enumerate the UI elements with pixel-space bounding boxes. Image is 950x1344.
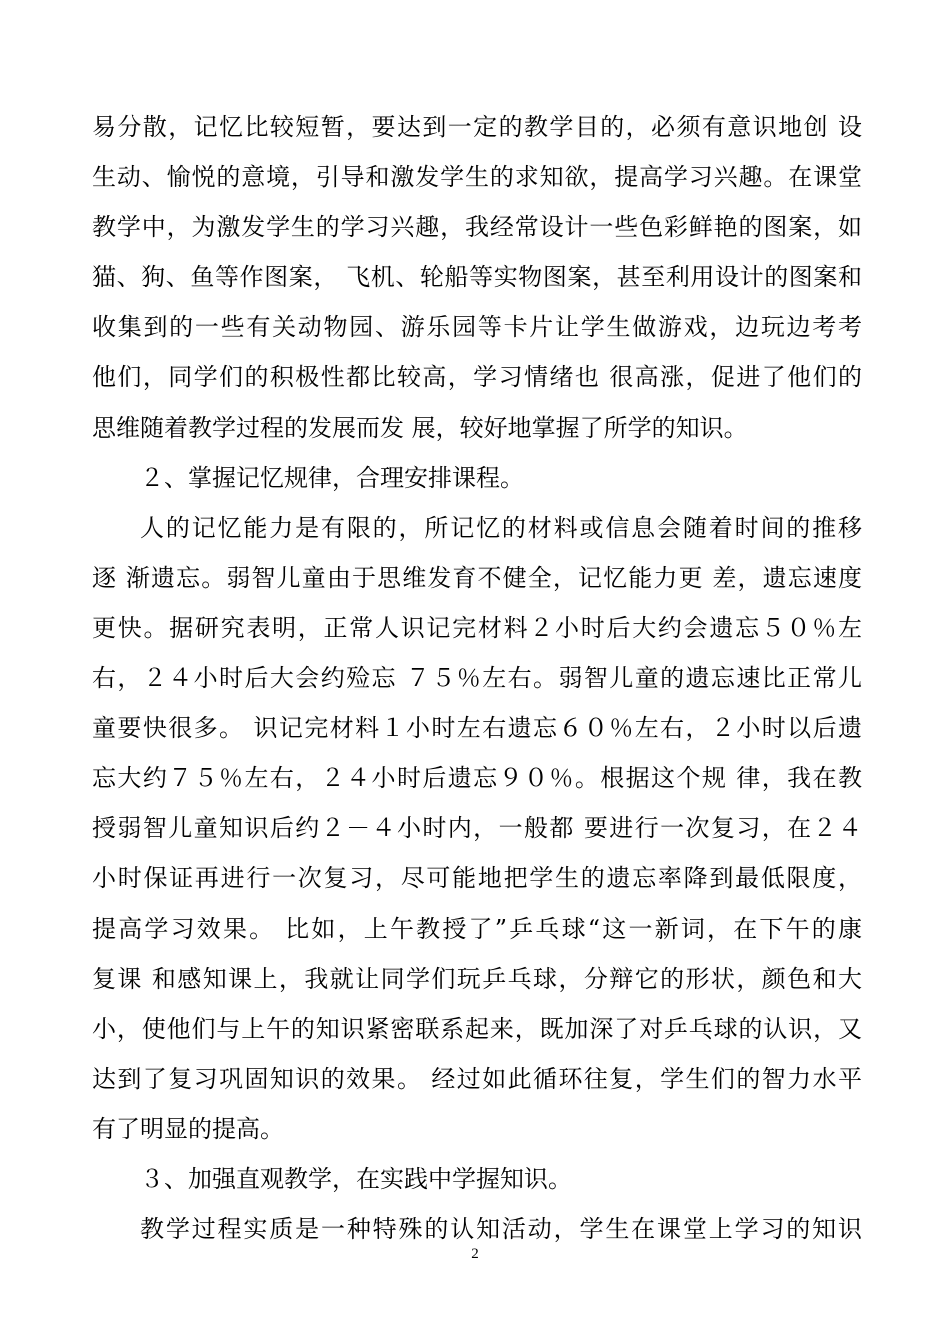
text-line: 提高学习效果。 比如，上午教授了”乒乓球“这一新词，在下午的康	[92, 914, 862, 943]
text-line: 授弱智儿童知识后约２－４小时内，一般都 要进行一次复习，在２４	[92, 814, 862, 843]
text-line: 右，２４小时后大会约殓忘 ７５％左右。弱智儿童的遗忘速比正常儿	[92, 664, 862, 693]
text-line: 生动、愉悦的意境，引导和激发学生的求知欲，提高学习兴趣。在课堂	[92, 163, 862, 192]
text-line: 猫、狗、鱼等作图案， 飞机、轮船等实物图案，甚至利用设计的图案和	[92, 263, 862, 292]
text-line: 教学过程实质是一种特殊的认知活动，学生在课堂上学习的知识	[140, 1215, 862, 1244]
text-line: 忘大约７５％左右，２４小时后遗忘９０％。根据这个规 律，我在教	[92, 764, 862, 793]
text-line: 易分散，记忆比较短暂，要达到一定的教学目的，必须有意识地创 设	[92, 113, 862, 141]
text-line: 童要快很多。 识记完材料１小时左右遗忘６０％左右，２小时以后遗	[92, 714, 862, 743]
text-line: 更快。据研究表明，正常人识记完材料２小时后大约会遗忘５０％左	[92, 613, 862, 642]
text-line: 收集到的一些有关动物园、游乐园等卡片让学生做游戏，边玩边考考	[92, 313, 862, 342]
text-line: 逐 渐遗忘。弱智儿童由于思维发育不健全，记忆能力更 差，遗忘速度	[92, 563, 862, 592]
text-line: 他们，同学们的积极性都比较高，学习情绪也 很高涨，促进了他们的	[92, 363, 862, 392]
section-heading: ２、掌握记忆规律，合理安排课程。	[140, 463, 524, 492]
text-line: 达到了复习巩固知识的效果。 经过如此循环往复，学生们的智力水平	[92, 1064, 862, 1093]
body-text	[92, 102, 862, 1254]
page-number: 2	[471, 1246, 479, 1262]
text-line: 思维随着教学过程的发展而发 展，较好地掌握了所学的知识。	[92, 413, 748, 442]
section-heading: ３、加强直观教学，在实践中学握知识。	[140, 1164, 572, 1193]
text-line: 小时保证再进行一次复习，尽可能地把学生的遗忘率降到最低限度，	[92, 864, 862, 893]
text-line: 教学中，为激发学生的学习兴趣，我经常设计一些色彩鲜艳的图案，如	[92, 213, 862, 242]
text-line: 复课 和感知课上，我就让同学们玩乒乓球，分辩它的形状，颜色和大	[92, 964, 862, 993]
text-line: 人的记忆能力是有限的，所记忆的材料或信息会随着时间的推移	[140, 513, 862, 542]
text-line: 有了明显的提高。	[92, 1114, 284, 1143]
text-line: 小，使他们与上午的知识紧密联系起来，既加深了对乒乓球的认识，又	[92, 1014, 862, 1043]
